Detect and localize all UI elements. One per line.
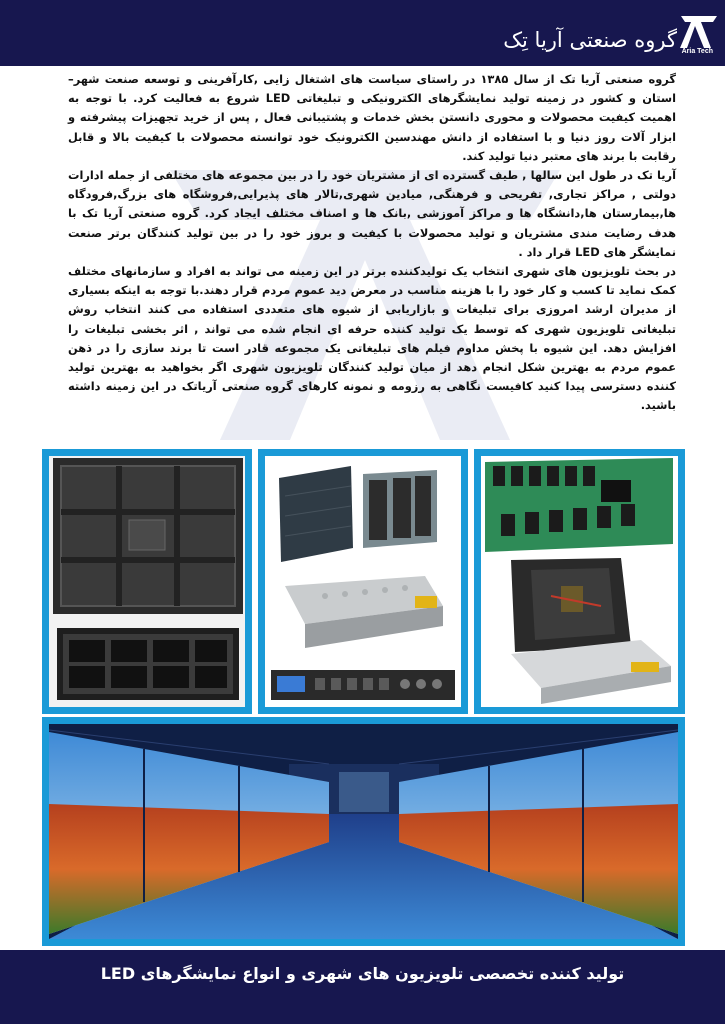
intro-text [68, 70, 676, 416]
footer-tagline: تولید کننده تخصصی تلویزیون های شهری و انواع نمایشگرهای LED [100, 964, 625, 983]
footer-bar [0, 950, 725, 1024]
paragraph-city-tv: در بحث تلویزیون های شهری انتخاب یک تولیدکننده برتر در این زمینه می تواند به افراد و سازمانهای مختلف کمک نماید تا کسب و کار خود را با هزینه مناسب در معرض دید عموم مردم قرار دهند.با توجه به اینکه بسیاری از مدیران ارشد امروزی برای تبلیغات و بازاریابی از شیوه های متعددی استفاده می کنند انتخاب روش تبلیغاتی تلویزیون شهری که توسط یک تولید کننده حرفه ای انجام شده می تواند , اثر بخشی تبلیغات را افزایش دهد. این شیوه با پخش مداوم فیلم های تبلیغاتی یک مجموعه قادر است تا برند سازی را در ذهن عموم مردم به بهترین شکل انجام دهد از میان تولید کنندگان تلویزیون شهری اگر بخواهید به بهترین تولید کننده دسترسی پیدا کنید کافیست نگاهی به رزومه و نمونه کارهای گروه صنعتی آریاتک در این زمینه داشته باشید. [68, 264, 676, 413]
paragraph-customers: آریا تک در طول این سالها , طیف گسترده ای از مشتریان خود را در بین مجموعه های مختلفی از جمله ادارات دولتی , مراکز تجاری, تفریحی و فرهنگی, میادین شهری,تالار های پذیرایی,فروشگاه های بزرگ,فرودگاه ها,بیمارستان ها,دانشگاه ها و مراکز آموزشی ,بانک ها و اصناف مختلف ایجاد کرد. گروه صنعتی آریا تک با هدف رضایت مندی مشتریان و تولید محصولات با کیفیت و بروز خود را در بین تولید کنندگان برتر صنعت نمایشگر های LED قرار داد . [68, 168, 676, 259]
brand-name: گروه صنعتی آریا تِک [503, 28, 677, 52]
modules-power-photo [265, 456, 461, 707]
led-cabinet-photo [49, 456, 245, 707]
photo-panel-control-boards [474, 449, 685, 714]
led-wall-hall-photo [49, 724, 678, 939]
header-bar [0, 0, 725, 66]
control-board-photo [481, 456, 678, 707]
photo-panel-led-cabinet [42, 449, 252, 714]
photo-panel-led-wall [42, 717, 685, 946]
aria-tech-logo-icon [677, 8, 721, 64]
photo-panel-modules [258, 449, 468, 714]
logo-text: Aria Tech [681, 48, 713, 55]
paragraph-history: گروه صنعتی آریا تک از سال ۱۳۸۵ در راستای سیاست های اشتغال زایی ,کارآفرینی و توسعه صنعت شهر–استان و کشور در زمینه تولید نمایشگرهای الکترونیکی و تبلیغاتی LED شروع به فعالیت کرد. با توجه به اهمیت کیفیت محصولات و محوری دانستن بخش خدمات و پشتیبانی فعال , پس از خرید تجهیزات پیشرفته و ابزار آلات روز دنیا و با استفاده از دانش مهندسین الکترونیک خود توانسته محصولات با کیفیت بالا و قابل رقابت با برند های معتبر دنیا تولید کند. [68, 72, 676, 163]
